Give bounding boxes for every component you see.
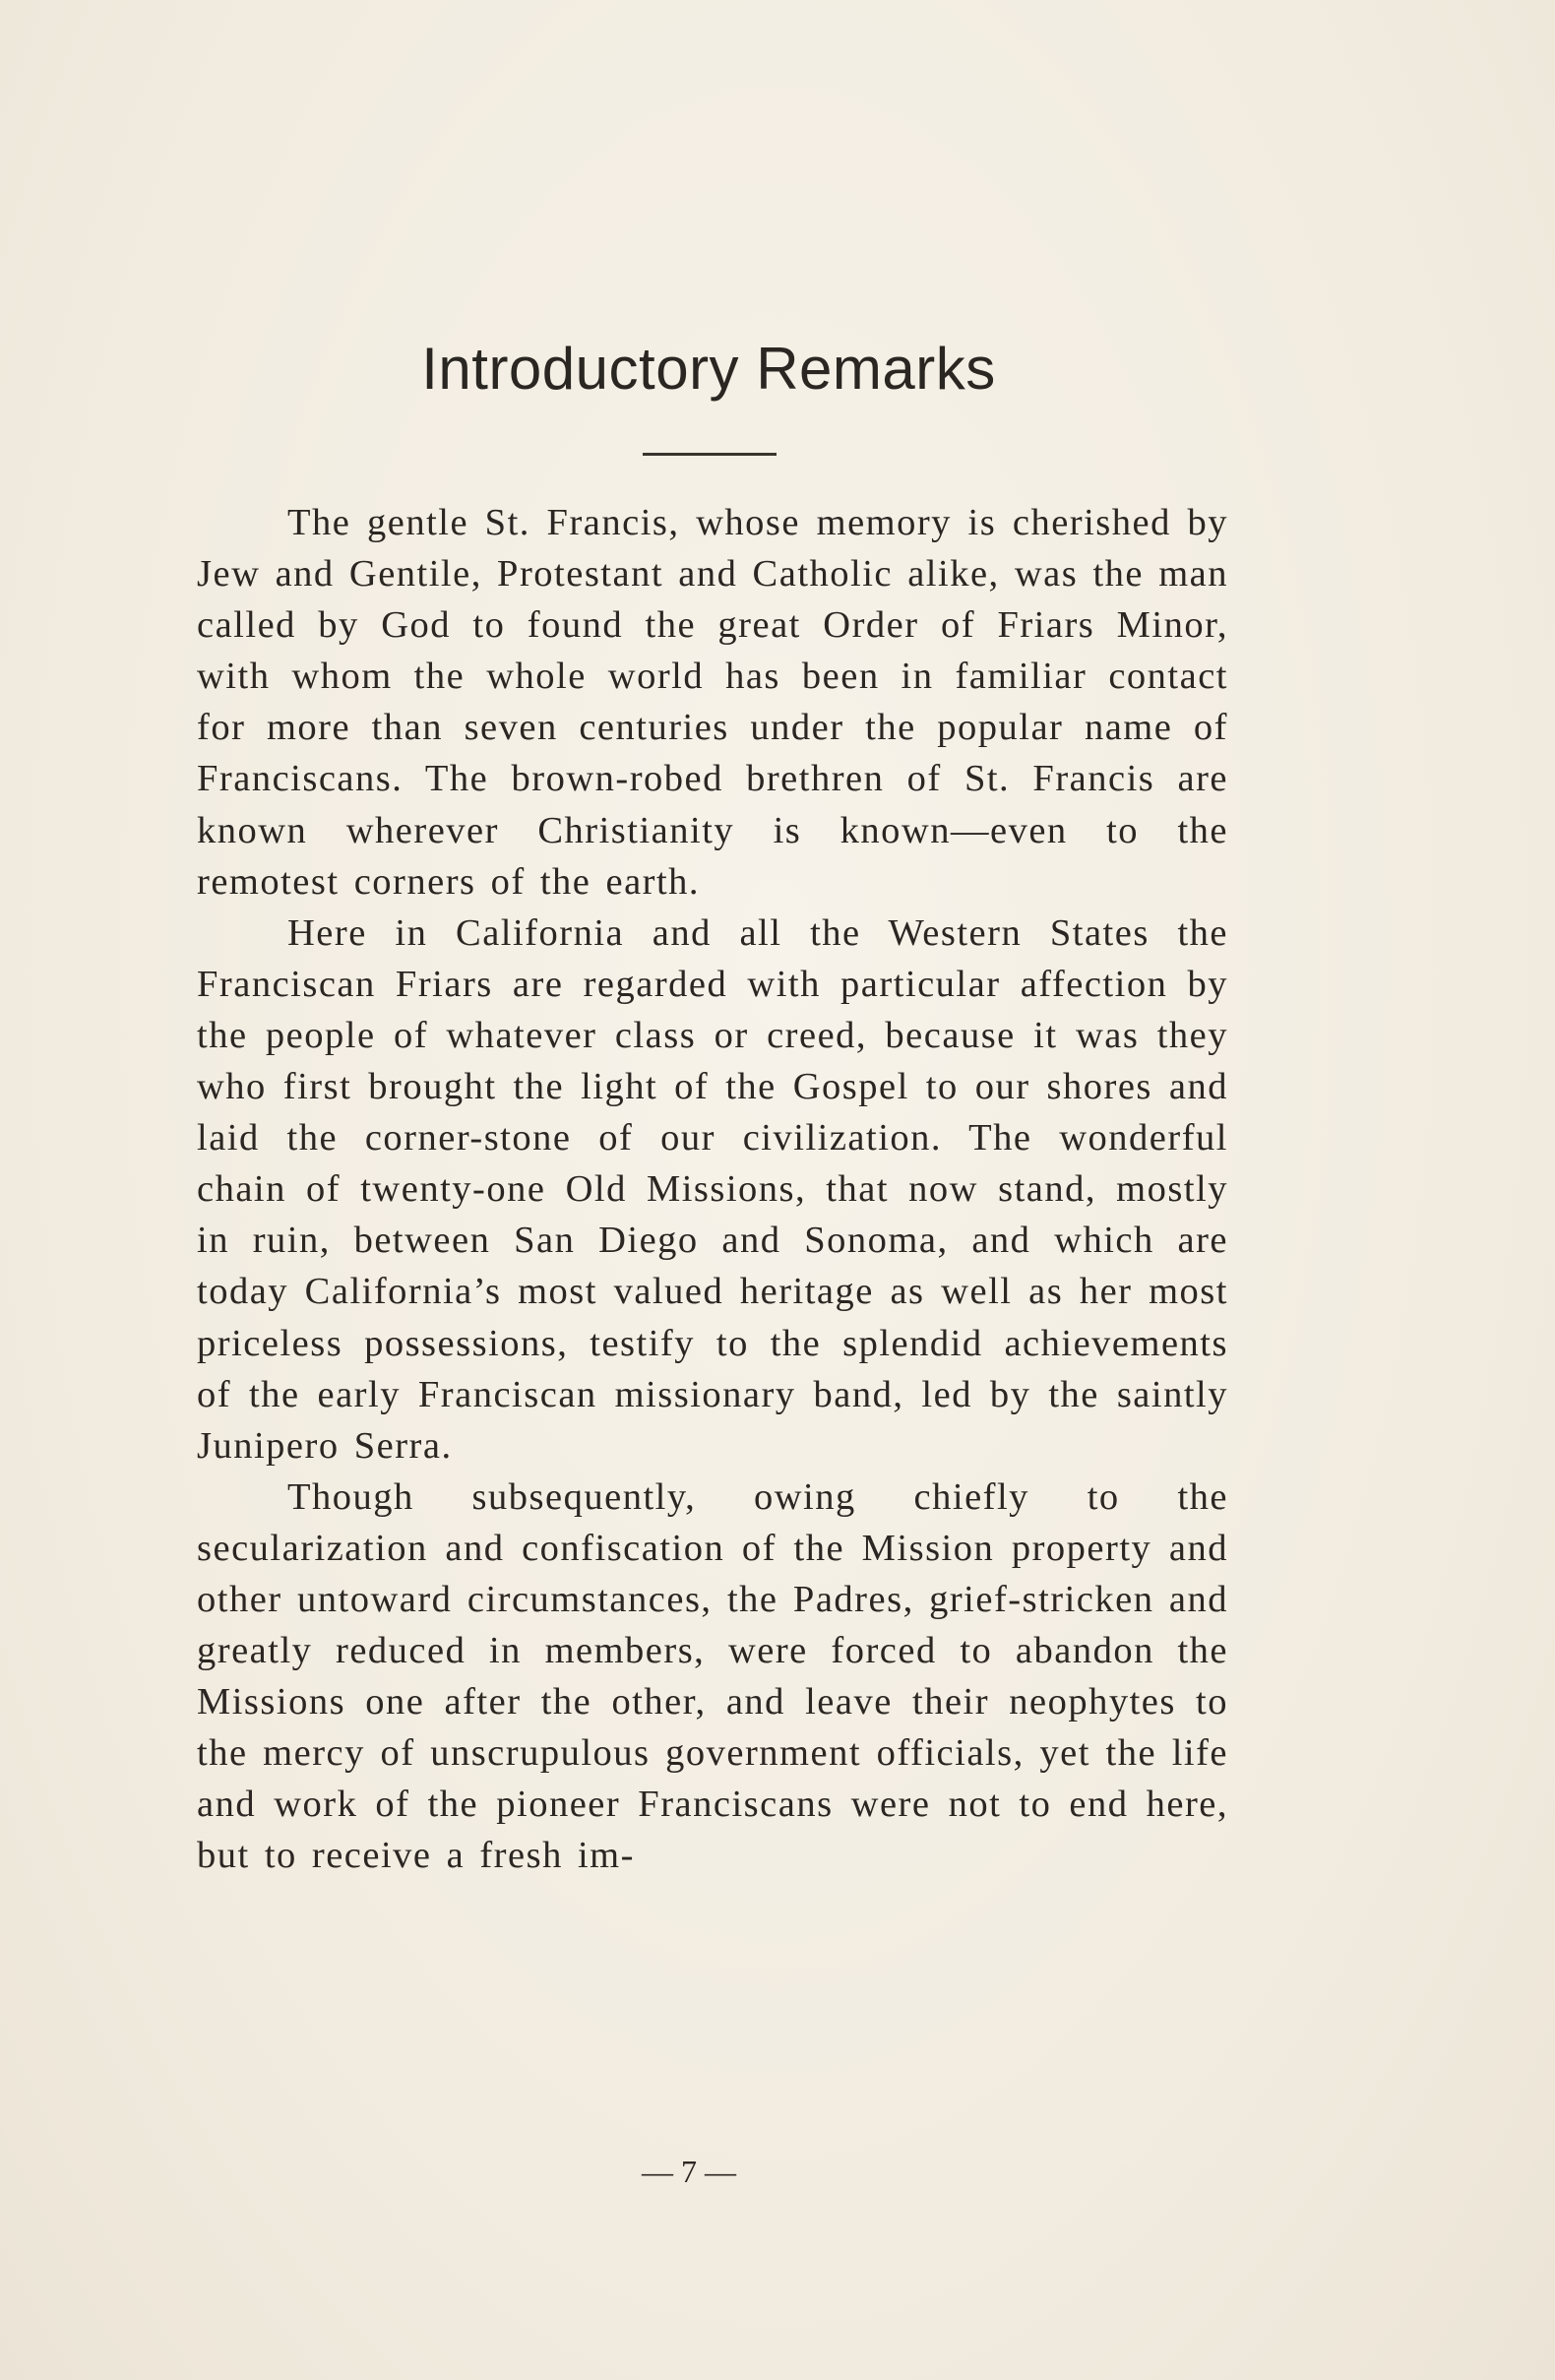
body-text: [197, 497, 1228, 1882]
paragraph-3: Though subsequently, owing chiefly to the secularization and confiscation of the Mission property and other untoward circumstances, the Padres, grief-stricken and greatly reduced in members, were forced to abandon the Missions one after the other, and leave their neophytes to the mercy of unscrupulous government officials, yet the life and work of the pioneer Franciscans were not to end here, but to receive a fresh im-: [197, 1475, 1228, 1877]
title-divider: [643, 453, 777, 456]
paragraph-1: The gentle St. Francis, whose memory is cherished by Jew and Gentile, Protestant and Catholic alike, was the man called by God to found the great Order of Friars Minor, with whom the whole world has been in familiar contact for more than seven centuries under the popular name of Franciscans. The brown-robed brethren of St. Francis are known wherever Christianity is known—even to the remotest corners of the earth.: [197, 502, 1228, 903]
page-number: — 7 —: [642, 2154, 736, 2189]
page-title: Introductory Remarks: [421, 336, 996, 402]
paragraph-2: Here in California and all the Western States the Franciscan Friars are regarded with particular affection by the people of whatever class or creed, because it was they who first brought the light of the Gospel to our shores and laid the corner-stone of our civilization. The wonderful chain of twenty-one Old Missions, that now stand, mostly in ruin, between San Diego and Sonoma, and which are today California’s most valued heritage as well as her most priceless possessions, testify to the splendid achievements of the early Franciscan missionary band, led by the saintly Junipero Serra.: [197, 911, 1228, 1467]
